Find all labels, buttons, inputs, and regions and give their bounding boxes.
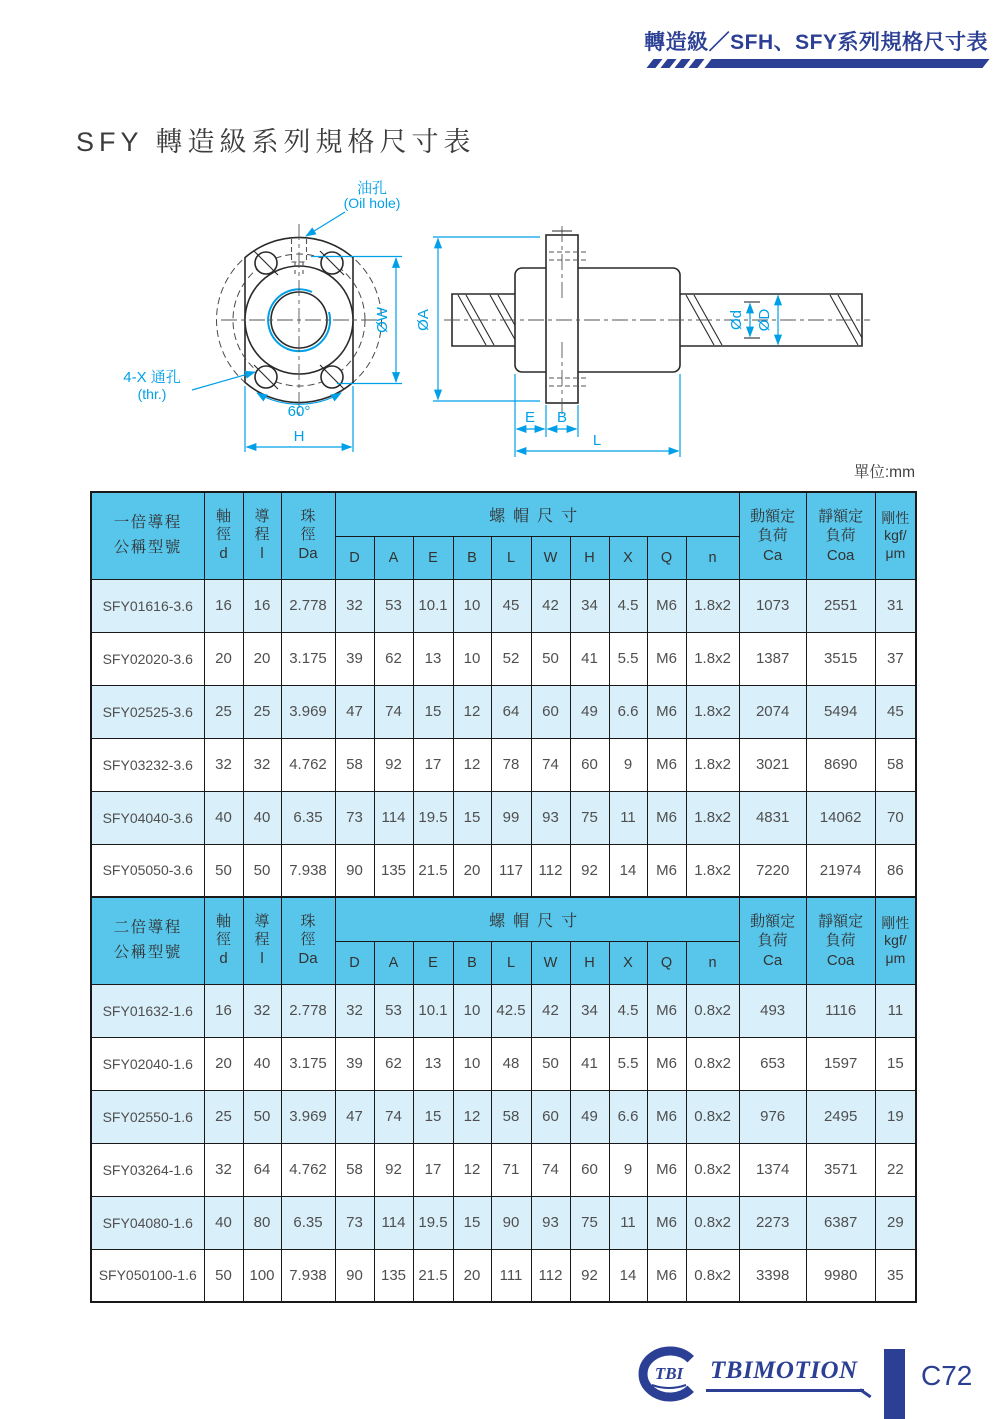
column-header-E: E [413, 941, 453, 984]
value-cell: 49 [570, 1090, 609, 1143]
value-cell: 60 [531, 1090, 570, 1143]
value-cell: 6.35 [281, 791, 335, 844]
column-header-L: L [491, 941, 531, 984]
model-cell: SFY02550-1.6 [91, 1090, 204, 1143]
value-cell: 10 [453, 632, 491, 685]
value-cell: 74 [374, 685, 413, 738]
column-header-rigidity: 剛性 kgf/ μm [875, 897, 916, 984]
value-cell: 0.8x2 [686, 1090, 739, 1143]
value-cell: 3.175 [281, 1037, 335, 1090]
model-cell: SFY04040-3.6 [91, 791, 204, 844]
brand-underline-tick [859, 1388, 871, 1398]
column-header-model: 二倍導程 公稱型號 [91, 897, 204, 984]
value-cell: 93 [531, 791, 570, 844]
value-cell: 73 [335, 791, 374, 844]
value-cell: 19 [875, 1090, 916, 1143]
value-cell: 12 [453, 738, 491, 791]
column-header-lead: 導 程 l [243, 492, 281, 579]
value-cell: 13 [413, 1037, 453, 1090]
page-title: SFY 轉造級系列規格尺寸表 [76, 127, 476, 157]
value-cell: 78 [491, 738, 531, 791]
header-row [91, 897, 916, 941]
value-cell: 41 [570, 1037, 609, 1090]
value-cell: 4.5 [609, 984, 647, 1037]
value-cell: 49 [570, 685, 609, 738]
model-cell: SFY01616-3.6 [91, 579, 204, 632]
dimension-e-b-l [515, 374, 680, 457]
value-cell: 41 [570, 632, 609, 685]
value-cell: 10.1 [413, 579, 453, 632]
dim-label-h: H [293, 428, 305, 445]
value-cell: M6 [647, 738, 686, 791]
dim-label-od-outer: ØD [756, 308, 773, 332]
value-cell: 1.8x2 [686, 579, 739, 632]
value-cell: 1.8x2 [686, 791, 739, 844]
spec-table [90, 491, 917, 1303]
table-row [91, 844, 916, 897]
value-cell: 62 [374, 632, 413, 685]
value-cell: 6.6 [609, 1090, 647, 1143]
column-header-nut-dims: 螺帽尺寸 [335, 492, 739, 536]
value-cell: 16 [204, 579, 243, 632]
value-cell: 90 [335, 1249, 374, 1302]
value-cell: 112 [531, 1249, 570, 1302]
value-cell: 92 [374, 1143, 413, 1196]
table-section-double-lead [91, 897, 916, 1302]
value-cell: 0.8x2 [686, 1143, 739, 1196]
value-cell: 5.5 [609, 1037, 647, 1090]
value-cell: 60 [570, 738, 609, 791]
value-cell: 3398 [739, 1249, 806, 1302]
value-cell: 25 [204, 685, 243, 738]
value-cell: 64 [243, 1143, 281, 1196]
value-cell: 92 [374, 738, 413, 791]
value-cell: 135 [374, 1249, 413, 1302]
value-cell: 90 [335, 844, 374, 897]
table-row [91, 1037, 916, 1090]
table-row [91, 738, 916, 791]
model-cell: SFY05050-3.6 [91, 844, 204, 897]
value-cell: 2495 [806, 1090, 875, 1143]
value-cell: 21.5 [413, 1249, 453, 1302]
value-cell: 10 [453, 579, 491, 632]
value-cell: 50 [243, 844, 281, 897]
value-cell: 9 [609, 1143, 647, 1196]
value-cell: 2074 [739, 685, 806, 738]
model-cell: SFY050100-1.6 [91, 1249, 204, 1302]
value-cell: 15 [453, 791, 491, 844]
value-cell: 117 [491, 844, 531, 897]
value-cell: 60 [570, 1143, 609, 1196]
value-cell: 15 [413, 1090, 453, 1143]
value-cell: 3571 [806, 1143, 875, 1196]
value-cell: 21.5 [413, 844, 453, 897]
value-cell: 7220 [739, 844, 806, 897]
technical-drawing [0, 170, 1000, 475]
value-cell: 73 [335, 1196, 374, 1249]
value-cell: 29 [875, 1196, 916, 1249]
column-header-dynamic-load: 動額定 負荷 Ca [739, 897, 806, 984]
value-cell: 42 [531, 984, 570, 1037]
value-cell: 80 [243, 1196, 281, 1249]
table-row [91, 1143, 916, 1196]
value-cell: 16 [204, 984, 243, 1037]
column-header-W: W [531, 941, 570, 984]
value-cell: 8690 [806, 738, 875, 791]
column-header-ball-dia: 珠 徑 Da [281, 897, 335, 984]
value-cell: 75 [570, 1196, 609, 1249]
value-cell: 20 [204, 1037, 243, 1090]
value-cell: 3021 [739, 738, 806, 791]
through-hole-label-cn: 4-X 通孔 [123, 369, 181, 386]
value-cell: 15 [413, 685, 453, 738]
value-cell: 114 [374, 791, 413, 844]
column-header-E: E [413, 536, 453, 579]
header-title: 轉造級／SFH、SFY系列規格尺寸表 [644, 31, 988, 54]
value-cell: 7.938 [281, 844, 335, 897]
page-number: C72 [921, 1360, 973, 1391]
value-cell: 22 [875, 1143, 916, 1196]
value-cell: 16 [243, 579, 281, 632]
column-header-Q: Q [647, 941, 686, 984]
column-header-D: D [335, 536, 374, 579]
value-cell: 13 [413, 632, 453, 685]
model-cell: SFY04080-1.6 [91, 1196, 204, 1249]
value-cell: 6.6 [609, 685, 647, 738]
value-cell: 2273 [739, 1196, 806, 1249]
model-cell: SFY01632-1.6 [91, 984, 204, 1037]
value-cell: 1.8x2 [686, 685, 739, 738]
value-cell: 39 [335, 1037, 374, 1090]
value-cell: 0.8x2 [686, 984, 739, 1037]
value-cell: 4831 [739, 791, 806, 844]
column-header-L: L [491, 536, 531, 579]
value-cell: 93 [531, 1196, 570, 1249]
column-header-A: A [374, 536, 413, 579]
table-section-single-lead [91, 492, 916, 897]
value-cell: 112 [531, 844, 570, 897]
value-cell: 7.938 [281, 1249, 335, 1302]
value-cell: 40 [204, 1196, 243, 1249]
value-cell: 493 [739, 984, 806, 1037]
page-header [644, 26, 988, 56]
table-row [91, 984, 916, 1037]
value-cell: 32 [243, 984, 281, 1037]
column-header-n: n [686, 536, 739, 579]
value-cell: 21974 [806, 844, 875, 897]
value-cell: 25 [243, 685, 281, 738]
value-cell: 5494 [806, 685, 875, 738]
value-cell: 1.8x2 [686, 844, 739, 897]
value-cell: 15 [875, 1037, 916, 1090]
column-header-H: H [570, 536, 609, 579]
value-cell: 9 [609, 738, 647, 791]
table-row [91, 1249, 916, 1302]
value-cell: 39 [335, 632, 374, 685]
value-cell: 10 [453, 984, 491, 1037]
value-cell: 34 [570, 984, 609, 1037]
column-header-rigidity: 剛性 kgf/ μm [875, 492, 916, 579]
value-cell: 50 [531, 1037, 570, 1090]
value-cell: M6 [647, 632, 686, 685]
tbi-logo [634, 1346, 712, 1412]
value-cell: 976 [739, 1090, 806, 1143]
value-cell: 1374 [739, 1143, 806, 1196]
value-cell: 1387 [739, 632, 806, 685]
value-cell: 32 [204, 1143, 243, 1196]
value-cell: 3.175 [281, 632, 335, 685]
value-cell: 111 [491, 1249, 531, 1302]
value-cell: 34 [570, 579, 609, 632]
column-header-B: B [453, 536, 491, 579]
model-cell: SFY02040-1.6 [91, 1037, 204, 1090]
table-row [91, 1196, 916, 1249]
value-cell: 11 [609, 791, 647, 844]
value-cell: M6 [647, 844, 686, 897]
value-cell: 70 [875, 791, 916, 844]
value-cell: 92 [570, 1249, 609, 1302]
value-cell: 58 [335, 738, 374, 791]
value-cell: 50 [204, 1249, 243, 1302]
value-cell: 90 [491, 1196, 531, 1249]
value-cell: 32 [204, 738, 243, 791]
value-cell: 100 [243, 1249, 281, 1302]
value-cell: 52 [491, 632, 531, 685]
table-row [91, 685, 916, 738]
value-cell: 40 [204, 791, 243, 844]
logo-text: TBI [654, 1364, 684, 1383]
column-header-model: 一倍導程 公稱型號 [91, 492, 204, 579]
side-view [415, 226, 870, 457]
column-header-nut-dims: 螺帽尺寸 [335, 897, 739, 941]
value-cell: 58 [875, 738, 916, 791]
column-header-X: X [609, 536, 647, 579]
page-number-bar [884, 1349, 905, 1419]
value-cell: 75 [570, 791, 609, 844]
value-cell: 17 [413, 1143, 453, 1196]
dim-label-b: B [556, 409, 568, 426]
column-header-W: W [531, 536, 570, 579]
value-cell: 20 [453, 844, 491, 897]
header-rule-decoration [650, 59, 986, 68]
value-cell: 45 [491, 579, 531, 632]
value-cell: M6 [647, 1143, 686, 1196]
value-cell: 14062 [806, 791, 875, 844]
value-cell: 47 [335, 685, 374, 738]
brand-underline [706, 1389, 864, 1392]
value-cell: 653 [739, 1037, 806, 1090]
value-cell: 47 [335, 1090, 374, 1143]
value-cell: 6.35 [281, 1196, 335, 1249]
value-cell: 48 [491, 1037, 531, 1090]
model-cell: SFY02020-3.6 [91, 632, 204, 685]
value-cell: 0.8x2 [686, 1249, 739, 1302]
value-cell: 3.969 [281, 685, 335, 738]
value-cell: 1.8x2 [686, 738, 739, 791]
angle-label: 60° [287, 403, 311, 420]
unit-label: 單位:mm [853, 464, 915, 481]
value-cell: 40 [243, 1037, 281, 1090]
value-cell: 60 [531, 685, 570, 738]
table-row [91, 1090, 916, 1143]
value-cell: 19.5 [413, 1196, 453, 1249]
value-cell: 62 [374, 1037, 413, 1090]
column-header-Q: Q [647, 536, 686, 579]
model-cell: SFY03264-1.6 [91, 1143, 204, 1196]
value-cell: 35 [875, 1249, 916, 1302]
value-cell: 92 [570, 844, 609, 897]
brand-name: TBIMOTION [710, 1357, 858, 1384]
value-cell: 4.5 [609, 579, 647, 632]
value-cell: 50 [204, 844, 243, 897]
value-cell: M6 [647, 791, 686, 844]
column-header-lead: 導 程 l [243, 897, 281, 984]
value-cell: 4.762 [281, 1143, 335, 1196]
value-cell: M6 [647, 1037, 686, 1090]
table-row [91, 791, 916, 844]
value-cell: 0.8x2 [686, 1037, 739, 1090]
value-cell: 135 [374, 844, 413, 897]
through-hole-label-en: (thr.) [137, 386, 167, 402]
value-cell: 15 [453, 1196, 491, 1249]
value-cell: 10 [453, 1037, 491, 1090]
dim-label-oa: ØA [415, 309, 432, 331]
value-cell: 53 [374, 579, 413, 632]
model-cell: SFY03232-3.6 [91, 738, 204, 791]
value-cell: 40 [243, 791, 281, 844]
value-cell: 86 [875, 844, 916, 897]
value-cell: 53 [374, 984, 413, 1037]
value-cell: 114 [374, 1196, 413, 1249]
value-cell: 74 [531, 1143, 570, 1196]
value-cell: 50 [243, 1090, 281, 1143]
value-cell: 6387 [806, 1196, 875, 1249]
rule-bar [704, 59, 989, 68]
column-header-ball-dia: 珠 徑 Da [281, 492, 335, 579]
value-cell: 19.5 [413, 791, 453, 844]
value-cell: 3515 [806, 632, 875, 685]
column-header-A: A [374, 941, 413, 984]
value-cell: 71 [491, 1143, 531, 1196]
column-header-static-load: 靜額定 負荷 Coa [806, 492, 875, 579]
column-header-D: D [335, 941, 374, 984]
column-header-static-load: 靜額定 負荷 Coa [806, 897, 875, 984]
header-row [91, 492, 916, 536]
model-cell: SFY02525-3.6 [91, 685, 204, 738]
column-header-n: n [686, 941, 739, 984]
table-row [91, 632, 916, 685]
value-cell: 2551 [806, 579, 875, 632]
value-cell: 10.1 [413, 984, 453, 1037]
value-cell: 1116 [806, 984, 875, 1037]
value-cell: 32 [335, 579, 374, 632]
column-header-X: X [609, 941, 647, 984]
value-cell: 42.5 [491, 984, 531, 1037]
oil-hole-callout [306, 179, 400, 236]
slash-mark [688, 59, 704, 68]
oil-hole-label-en: (Oil hole) [343, 195, 401, 211]
value-cell: 11 [875, 984, 916, 1037]
value-cell: M6 [647, 685, 686, 738]
value-cell: 42 [531, 579, 570, 632]
value-cell: 25 [204, 1090, 243, 1143]
value-cell: 11 [609, 1196, 647, 1249]
value-cell: 58 [491, 1090, 531, 1143]
value-cell: 20 [204, 632, 243, 685]
value-cell: 20 [243, 632, 281, 685]
value-cell: 2.778 [281, 579, 335, 632]
table-row [91, 579, 916, 632]
value-cell: 45 [875, 685, 916, 738]
value-cell: 4.762 [281, 738, 335, 791]
value-cell: 14 [609, 844, 647, 897]
dim-label-od-root: Ød [728, 309, 745, 331]
value-cell: M6 [647, 1090, 686, 1143]
value-cell: 64 [491, 685, 531, 738]
value-cell: 1597 [806, 1037, 875, 1090]
value-cell: M6 [647, 1196, 686, 1249]
value-cell: 20 [453, 1249, 491, 1302]
value-cell: 74 [531, 738, 570, 791]
column-header-B: B [453, 941, 491, 984]
value-cell: 37 [875, 632, 916, 685]
value-cell: 31 [875, 579, 916, 632]
dim-label-e: E [524, 409, 536, 426]
value-cell: 0.8x2 [686, 1196, 739, 1249]
column-header-shaft-dia: 軸 徑 d [204, 492, 243, 579]
column-header-dynamic-load: 動額定 負荷 Ca [739, 492, 806, 579]
value-cell: 74 [374, 1090, 413, 1143]
value-cell: 14 [609, 1249, 647, 1302]
value-cell: 32 [243, 738, 281, 791]
value-cell: 1.8x2 [686, 632, 739, 685]
value-cell: 17 [413, 738, 453, 791]
value-cell: 58 [335, 1143, 374, 1196]
value-cell: 3.969 [281, 1090, 335, 1143]
value-cell: 5.5 [609, 632, 647, 685]
column-header-H: H [570, 941, 609, 984]
value-cell: 12 [453, 685, 491, 738]
value-cell: 12 [453, 1143, 491, 1196]
value-cell: 1073 [739, 579, 806, 632]
front-view [123, 179, 402, 452]
value-cell: 12 [453, 1090, 491, 1143]
logo-underline [652, 1385, 686, 1388]
value-cell: 9980 [806, 1249, 875, 1302]
column-header-shaft-dia: 軸 徑 d [204, 897, 243, 984]
value-cell: M6 [647, 579, 686, 632]
value-cell: 2.778 [281, 984, 335, 1037]
value-cell: 32 [335, 984, 374, 1037]
value-cell: M6 [647, 1249, 686, 1302]
dim-label-ow: ØW [374, 307, 391, 333]
value-cell: 50 [531, 632, 570, 685]
oil-hole-label-cn: 油孔 [356, 180, 388, 197]
value-cell: 99 [491, 791, 531, 844]
dim-label-l: L [592, 432, 602, 449]
value-cell: M6 [647, 984, 686, 1037]
